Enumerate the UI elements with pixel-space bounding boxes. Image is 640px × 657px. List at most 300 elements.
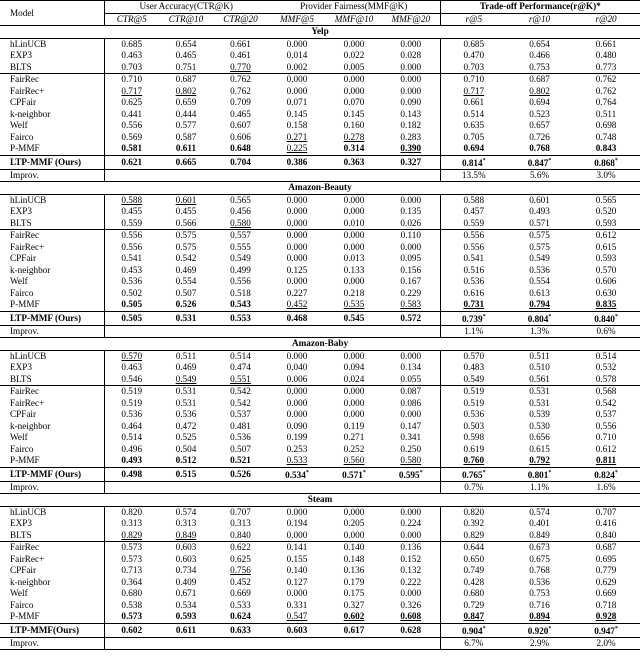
metric-value: 0.560 xyxy=(343,455,365,466)
metric-value: 0.086 xyxy=(400,397,422,408)
metric-value: 0.531 xyxy=(175,386,197,397)
metric-cell xyxy=(326,554,382,566)
improvement-row xyxy=(0,169,640,182)
metric-cell xyxy=(213,565,268,577)
metric-value: 0.225 xyxy=(286,143,308,154)
metric-cell xyxy=(326,62,382,74)
metric-value: 0.512 xyxy=(175,455,197,466)
metric-cell xyxy=(104,611,159,623)
metric-value: 0.474 xyxy=(230,362,251,373)
metric-value: 0.541 xyxy=(463,253,485,264)
metric-value: 0.734 xyxy=(175,565,197,576)
metric-cell xyxy=(382,530,440,542)
metric-cell xyxy=(268,230,326,242)
table-row xyxy=(0,253,640,265)
metric-value: 0.561 xyxy=(529,373,550,384)
metric-cell xyxy=(104,554,159,566)
metric-cell xyxy=(326,386,382,398)
metric-value: 0.000 xyxy=(286,253,308,264)
metric-value: 0.000 xyxy=(343,230,365,241)
metric-cell xyxy=(159,350,213,362)
metric-cell xyxy=(213,530,268,542)
metric-cell xyxy=(104,432,159,444)
metric-value: 0.673 xyxy=(529,542,550,553)
metric-value: 0.199 xyxy=(286,432,308,443)
metric-cell xyxy=(159,62,213,74)
metric-value: 0.549 xyxy=(175,373,197,384)
metric-cell xyxy=(268,398,326,410)
metric-value: 0.502 xyxy=(121,287,143,298)
metric-cell xyxy=(440,194,507,206)
metric-cell xyxy=(507,74,572,86)
metric-value: 0.531 xyxy=(529,397,550,408)
metric-cell xyxy=(572,444,640,456)
model-name: Fairco xyxy=(10,287,34,298)
improvement-value: 13.5% xyxy=(440,169,507,182)
table-row xyxy=(0,386,640,398)
metric-value: 0.650 xyxy=(463,553,485,564)
metric-value: 0.556 xyxy=(230,276,251,287)
metric-value: 0.559 xyxy=(121,217,143,228)
model-name: FairRec+ xyxy=(10,553,45,564)
metric-value: 0.671 xyxy=(175,588,197,599)
metric-cell xyxy=(507,432,572,444)
metric-value: 0.770 xyxy=(230,61,251,72)
table-row xyxy=(0,38,640,50)
metric-value: 0.401 xyxy=(529,518,550,529)
metric-value: 0.601 xyxy=(529,194,550,205)
table-row xyxy=(0,432,640,444)
table-row xyxy=(0,530,640,542)
metric-cell xyxy=(440,218,507,230)
metric-value: 0.000 xyxy=(286,350,308,361)
empty-cell xyxy=(213,481,268,494)
metric-cell xyxy=(507,518,572,530)
metric-cell xyxy=(268,50,326,62)
table-row xyxy=(0,623,640,637)
metric-value: 0.559 xyxy=(463,217,485,228)
metric-cell xyxy=(507,109,572,121)
metric-value: 0.252 xyxy=(343,443,365,454)
metric-value: 0.521 xyxy=(230,455,251,466)
metric-cell xyxy=(213,97,268,109)
metric-cell xyxy=(440,409,507,421)
metric-cell xyxy=(159,230,213,242)
metric-value: 0.507 xyxy=(175,287,197,298)
metric-cell xyxy=(507,374,572,386)
metric-value: 0.707 xyxy=(230,506,251,517)
dataset-name: Amazon-Baby xyxy=(0,338,640,351)
metric-cell xyxy=(213,299,268,311)
metric-value: 0.444 xyxy=(175,108,197,119)
metric-cell xyxy=(104,350,159,362)
significance-star: * xyxy=(548,157,552,164)
metric-cell xyxy=(440,386,507,398)
metric-value: 0.568 xyxy=(595,386,617,397)
metric-value: 0.583 xyxy=(400,299,422,310)
empty-cell xyxy=(326,169,382,182)
metric-cell xyxy=(440,455,507,467)
empty-cell xyxy=(268,169,326,182)
metric-value: 0.024 xyxy=(343,373,365,384)
metric-value: 0.133 xyxy=(343,264,365,275)
metric-value: 0.611 xyxy=(175,143,197,154)
metric-cell xyxy=(104,62,159,74)
metric-value: 0.633 xyxy=(230,624,251,635)
metric-value: 0.134 xyxy=(400,362,422,373)
metric-value: 0.152 xyxy=(400,553,422,564)
metric-cell xyxy=(268,455,326,467)
metric-value: 0.000 xyxy=(286,386,308,397)
model-name: P-MMF xyxy=(10,611,40,622)
metric-value: 0.040 xyxy=(286,362,308,373)
metric-cell xyxy=(572,109,640,121)
metric-cell xyxy=(507,530,572,542)
metric-value: 0.441 xyxy=(121,108,143,119)
metric-cell xyxy=(507,421,572,433)
metric-cell xyxy=(572,288,640,300)
metric-cell xyxy=(159,467,213,481)
metric-cell xyxy=(268,276,326,288)
metric-value: 0.753 xyxy=(529,588,550,599)
metric-cell xyxy=(326,206,382,218)
table-row xyxy=(0,206,640,218)
metric-cell xyxy=(104,374,159,386)
table-row xyxy=(0,421,640,433)
metric-value: 0.685 xyxy=(121,38,143,49)
metric-value: 0.000 xyxy=(343,506,365,517)
metric-cell xyxy=(213,265,268,277)
metric-value: 0.000 xyxy=(343,241,365,252)
metric-cell xyxy=(382,542,440,554)
metric-cell xyxy=(159,265,213,277)
metric-value: 0.608 xyxy=(400,611,422,622)
metric-cell xyxy=(507,120,572,132)
metric-cell xyxy=(213,467,268,481)
metric-header-ctr-at-10: CTR@10 xyxy=(159,13,213,26)
table-row xyxy=(0,565,640,577)
metric-cell xyxy=(572,253,640,265)
metric-cell xyxy=(440,554,507,566)
metric-value: 0.005 xyxy=(343,61,365,72)
group-header-tradeoff: Trade-off Performance(r@K)* xyxy=(440,1,640,14)
metric-value: 0.551 xyxy=(230,373,251,384)
metric-value: 0.705 xyxy=(463,131,485,142)
metric-value: 0.456 xyxy=(230,206,251,217)
metric-cell xyxy=(326,506,382,518)
metric-cell xyxy=(382,299,440,311)
metric-value: 0.542 xyxy=(595,397,617,408)
metric-cell xyxy=(440,62,507,74)
empty-cell xyxy=(213,637,268,650)
metric-value: 0.141 xyxy=(286,542,308,553)
metric-value: 0.920 xyxy=(527,625,549,636)
metric-value: 0.617 xyxy=(343,624,365,635)
metric-cell xyxy=(268,97,326,109)
metric-cell xyxy=(104,276,159,288)
group-header-accuracy: User Accuracy(CTR@K) xyxy=(104,1,268,14)
metric-value: 0.465 xyxy=(230,108,251,119)
metric-value: 0.461 xyxy=(230,50,251,61)
metric-value: 0.694 xyxy=(463,143,485,154)
table-row xyxy=(0,398,640,410)
metric-value: 0.553 xyxy=(230,312,251,323)
metric-cell xyxy=(440,253,507,265)
metric-value: 0.707 xyxy=(595,506,617,517)
metric-cell xyxy=(159,432,213,444)
metric-cell xyxy=(159,398,213,410)
metric-value: 0.453 xyxy=(121,264,143,275)
metric-cell xyxy=(507,218,572,230)
metric-value: 0.542 xyxy=(230,397,251,408)
metric-cell xyxy=(572,518,640,530)
metric-value: 0.510 xyxy=(529,362,550,373)
metric-value: 0.566 xyxy=(175,217,197,228)
metric-cell xyxy=(440,38,507,50)
significance-star: * xyxy=(548,625,552,632)
metric-value: 0.703 xyxy=(463,61,485,72)
metric-value: 0.331 xyxy=(286,599,308,610)
metric-cell xyxy=(159,518,213,530)
empty-cell xyxy=(213,325,268,338)
metric-value: 0.148 xyxy=(343,553,365,564)
metric-cell xyxy=(507,194,572,206)
metric-value: 0.680 xyxy=(121,588,143,599)
metric-cell xyxy=(382,554,440,566)
metric-cell xyxy=(382,350,440,362)
metric-cell xyxy=(104,518,159,530)
metric-cell xyxy=(213,398,268,410)
metric-value: 0.000 xyxy=(286,409,308,420)
metric-cell xyxy=(572,542,640,554)
metric-cell xyxy=(507,50,572,62)
metric-header-r-at-10: r@10 xyxy=(507,13,572,26)
metric-cell xyxy=(507,542,572,554)
dataset-name: Steam xyxy=(0,494,640,507)
metric-value: 0.499 xyxy=(230,264,251,275)
metric-cell xyxy=(104,120,159,132)
metric-cell xyxy=(268,86,326,98)
table-row xyxy=(0,109,640,121)
metric-cell xyxy=(268,242,326,254)
metric-value: 0.496 xyxy=(121,443,143,454)
metric-cell xyxy=(104,206,159,218)
metric-cell xyxy=(159,299,213,311)
metric-value: 0.536 xyxy=(529,576,550,587)
metric-value: 0.175 xyxy=(343,588,365,599)
significance-star: * xyxy=(482,625,486,632)
metric-cell xyxy=(440,588,507,600)
group-header-fairness: Provider Fairness(MMF@K) xyxy=(268,1,440,14)
metric-value: 0.570 xyxy=(463,350,485,361)
metric-value: 0.569 xyxy=(121,131,143,142)
metric-value: 0.536 xyxy=(463,276,485,287)
metric-value: 0.661 xyxy=(595,38,617,49)
metric-value: 0.000 xyxy=(286,241,308,252)
metric-value: 0.000 xyxy=(400,241,422,252)
metric-value: 0.622 xyxy=(230,542,251,553)
model-name: FairRec xyxy=(0,542,104,554)
empty-cell xyxy=(213,169,268,182)
metric-value: 0.229 xyxy=(400,287,422,298)
metric-value: 0.648 xyxy=(230,143,251,154)
metric-cell xyxy=(104,311,159,325)
metric-value: 0.313 xyxy=(175,518,197,529)
metric-cell xyxy=(159,506,213,518)
model-name: FairRec+ xyxy=(10,397,45,408)
metric-value: 0.894 xyxy=(529,611,550,622)
metric-cell xyxy=(326,600,382,612)
metric-value: 0.537 xyxy=(230,409,251,420)
metric-value: 0.669 xyxy=(595,588,617,599)
metric-cell xyxy=(159,74,213,86)
metric-cell xyxy=(507,38,572,50)
metric-value: 0.716 xyxy=(529,599,550,610)
empty-cell xyxy=(382,169,440,182)
model-name: FairRec xyxy=(0,74,104,86)
metric-cell xyxy=(213,50,268,62)
table-row xyxy=(0,409,640,421)
metric-value: 0.549 xyxy=(230,253,251,264)
metric-value: 0.000 xyxy=(286,529,308,540)
metric-cell xyxy=(572,50,640,62)
metric-cell xyxy=(268,143,326,155)
empty-cell xyxy=(326,637,382,650)
metric-value: 0.726 xyxy=(529,131,550,142)
metric-value: 0.205 xyxy=(343,518,365,529)
metric-cell xyxy=(382,600,440,612)
model-name: k-neighbor xyxy=(10,576,51,587)
metric-cell xyxy=(382,132,440,144)
model-name: hLinUCB xyxy=(10,350,47,361)
metric-cell xyxy=(104,288,159,300)
metric-cell xyxy=(159,253,213,265)
metric-cell xyxy=(213,230,268,242)
metric-value: 0.598 xyxy=(463,432,485,443)
metric-cell xyxy=(104,386,159,398)
metric-value: 0.762 xyxy=(595,74,617,85)
metric-cell xyxy=(507,565,572,577)
metric-cell xyxy=(104,253,159,265)
improvement-value: 1.3% xyxy=(507,325,572,338)
metric-value: 0.392 xyxy=(463,518,485,529)
empty-cell xyxy=(104,637,159,650)
metric-value: 0.520 xyxy=(595,206,617,217)
metric-cell xyxy=(268,253,326,265)
metric-value: 0.535 xyxy=(343,299,365,310)
metric-cell xyxy=(440,50,507,62)
metric-value: 0.729 xyxy=(463,599,485,610)
metric-value: 0.145 xyxy=(343,108,365,119)
metric-cell xyxy=(159,194,213,206)
metric-value: 0.463 xyxy=(121,362,143,373)
metric-cell xyxy=(440,242,507,254)
metric-value: 0.503 xyxy=(463,420,485,431)
metric-value: 0.573 xyxy=(121,542,143,553)
metric-cell xyxy=(159,600,213,612)
metric-value: 0.629 xyxy=(595,576,617,587)
metric-cell xyxy=(213,577,268,589)
metric-cell xyxy=(440,350,507,362)
metric-cell xyxy=(440,206,507,218)
metric-value: 0.615 xyxy=(595,241,617,252)
metric-cell xyxy=(159,97,213,109)
metric-value: 0.536 xyxy=(230,432,251,443)
empty-cell xyxy=(268,637,326,650)
metric-value: 0.659 xyxy=(175,97,197,108)
metric-value: 0.000 xyxy=(400,409,422,420)
metric-cell xyxy=(326,276,382,288)
dataset-name: Yelp xyxy=(0,26,640,39)
metric-value: 0.271 xyxy=(286,131,308,142)
metric-cell xyxy=(326,565,382,577)
metric-cell xyxy=(326,194,382,206)
metric-cell xyxy=(382,409,440,421)
metric-value: 0.656 xyxy=(529,432,550,443)
metric-cell xyxy=(159,143,213,155)
metric-value: 0.612 xyxy=(595,230,617,241)
metric-value: 0.685 xyxy=(463,38,485,49)
model-name: EXP3 xyxy=(10,206,32,217)
metric-cell xyxy=(382,242,440,254)
metric-value: 0.556 xyxy=(463,230,485,241)
metric-cell xyxy=(507,386,572,398)
metric-cell xyxy=(572,311,640,325)
model-name: FairRec xyxy=(0,386,104,398)
metric-cell xyxy=(507,623,572,637)
metric-cell xyxy=(382,362,440,374)
table-row xyxy=(0,143,640,155)
metric-value: 0.386 xyxy=(286,156,308,167)
metric-cell xyxy=(440,542,507,554)
metric-value: 0.580 xyxy=(400,455,422,466)
metric-value: 0.593 xyxy=(595,217,617,228)
metric-value: 0.611 xyxy=(175,624,197,635)
metric-cell xyxy=(213,242,268,254)
metric-cell xyxy=(326,86,382,98)
metric-cell xyxy=(104,242,159,254)
metric-value: 0.619 xyxy=(463,443,485,454)
metric-value: 0.000 xyxy=(286,230,308,241)
metric-value: 0.136 xyxy=(400,542,422,553)
metric-value: 0.514 xyxy=(463,108,485,119)
metric-cell xyxy=(507,444,572,456)
model-name: CPFair xyxy=(10,253,37,264)
table-row xyxy=(0,467,640,481)
dataset-header-row xyxy=(0,338,640,351)
metric-value: 0.572 xyxy=(400,312,422,323)
metric-value: 0.694 xyxy=(529,97,550,108)
metric-value: 0.555 xyxy=(230,241,251,252)
metric-cell xyxy=(440,565,507,577)
metric-cell xyxy=(572,299,640,311)
table-row xyxy=(0,194,640,206)
metric-cell xyxy=(440,506,507,518)
metric-value: 0.145 xyxy=(286,108,308,119)
metric-cell xyxy=(213,588,268,600)
metric-cell xyxy=(104,565,159,577)
table-row xyxy=(0,86,640,98)
metric-cell xyxy=(159,311,213,325)
model-name: EXP3 xyxy=(10,50,32,61)
metric-value: 0.687 xyxy=(175,74,197,85)
metric-value: 0.537 xyxy=(595,409,617,420)
metric-cell xyxy=(440,421,507,433)
metric-value: 0.194 xyxy=(286,518,308,529)
metric-cell xyxy=(572,194,640,206)
significance-star: * xyxy=(614,313,618,320)
metric-value: 0.466 xyxy=(529,50,550,61)
